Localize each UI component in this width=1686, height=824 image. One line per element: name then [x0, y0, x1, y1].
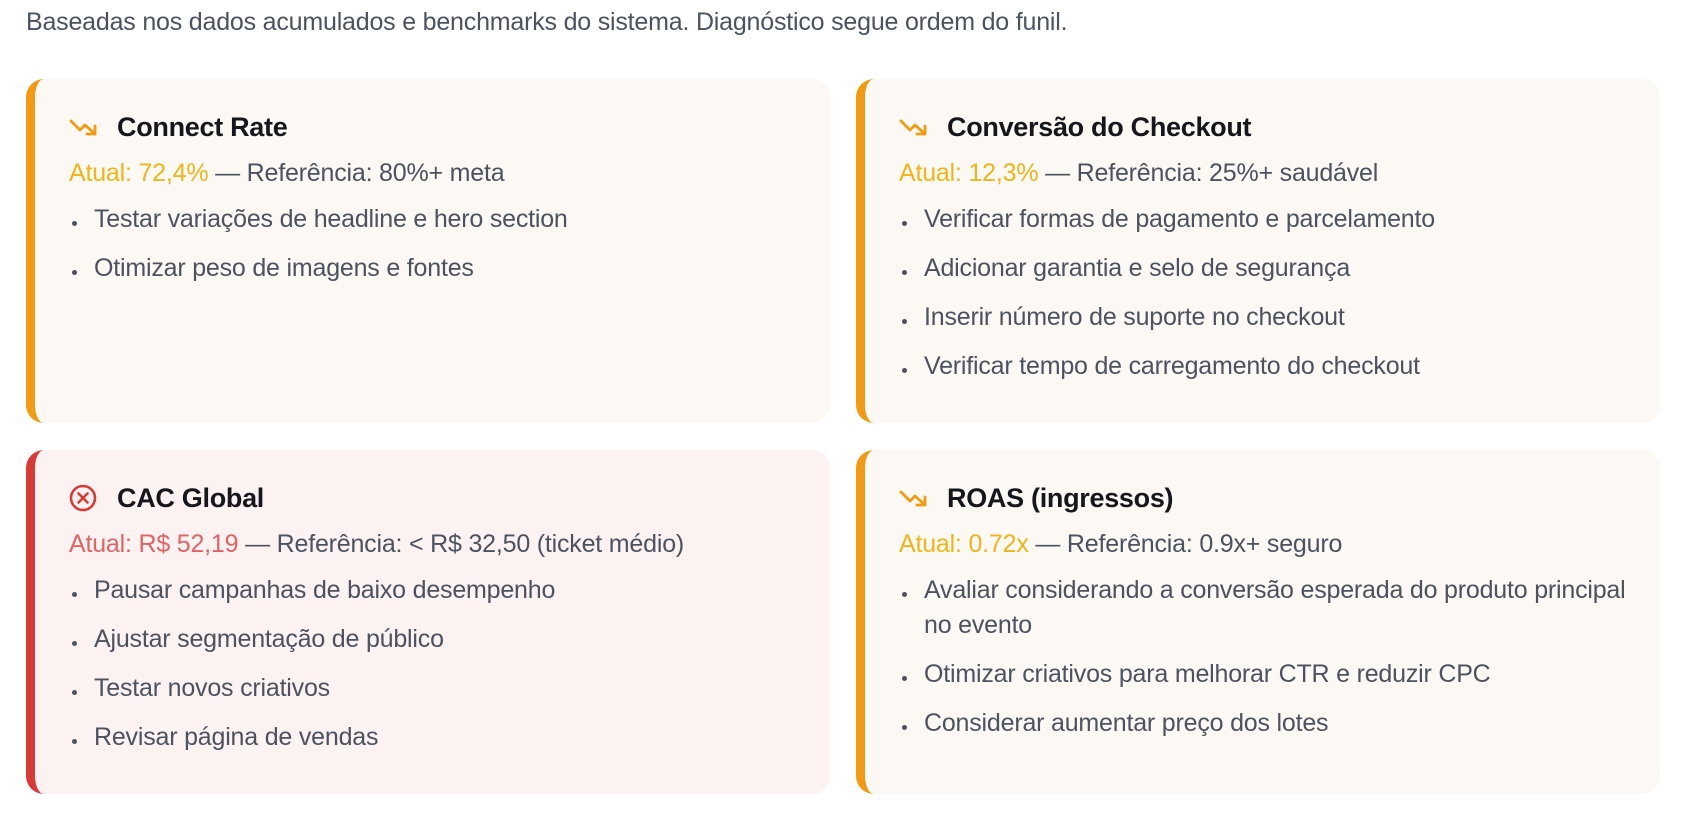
action-list [899, 202, 1630, 384]
action-item: Ajustar segmentação de público [69, 622, 800, 657]
reference-value: — Referência: < R$ 32,50 (ticket médio) [238, 530, 685, 558]
card-title: ROAS (ingressos) [947, 482, 1174, 513]
metric-line [899, 159, 1630, 188]
current-value: Atual: 0.72x [899, 530, 1029, 558]
diagnostic-card-connect-rate [26, 79, 830, 423]
metric-line [69, 159, 800, 188]
diagnostic-card-roas [856, 450, 1660, 794]
card-header [899, 478, 1630, 518]
action-item: Avaliar considerando a conversão esperada do produto principal no evento [899, 573, 1630, 643]
diagnostic-card-cac-global [26, 450, 830, 794]
card-header [899, 107, 1630, 147]
section-description: Baseadas nos dados acumulados e benchmarks do sistema. Diagnóstico segue ordem do funil. [26, 8, 1068, 36]
action-item: Pausar campanhas de baixo desempenho [69, 573, 800, 608]
card-title: Connect Rate [117, 111, 288, 142]
action-item: Revisar página de vendas [69, 720, 800, 755]
action-item: Considerar aumentar preço dos lotes [899, 706, 1630, 741]
metric-line [69, 530, 800, 559]
action-item: Otimizar criativos para melhorar CTR e reduzir CPC [899, 657, 1630, 692]
card-title: Conversão do Checkout [947, 111, 1252, 142]
current-value: Atual: R$ 52,19 [69, 530, 239, 558]
action-list [69, 202, 800, 286]
action-item: Otimizar peso de imagens e fontes [69, 251, 800, 286]
reference-value: — Referência: 25%+ saudável [1038, 159, 1379, 187]
action-list [69, 573, 800, 755]
current-value: Atual: 12,3% [899, 159, 1039, 187]
action-item: Verificar tempo de carregamento do checkout [899, 349, 1630, 384]
reference-value: — Referência: 0.9x+ seguro [1028, 530, 1343, 558]
card-header [69, 107, 800, 147]
card-header [69, 478, 800, 518]
action-list [899, 573, 1630, 741]
current-value: Atual: 72,4% [69, 159, 209, 187]
card-title: CAC Global [117, 482, 265, 513]
x-circle-icon [69, 483, 103, 513]
trending-down-icon [899, 483, 933, 513]
action-item: Verificar formas de pagamento e parcelamento [899, 202, 1630, 237]
action-item: Testar variações de headline e hero section [69, 202, 800, 237]
diagnostic-card-checkout-conversion [856, 79, 1660, 423]
trending-down-icon [899, 112, 933, 142]
trending-down-icon [69, 112, 103, 142]
action-item: Adicionar garantia e selo de segurança [899, 251, 1630, 286]
action-item: Inserir número de suporte no checkout [899, 300, 1630, 335]
metric-line [899, 530, 1630, 559]
reference-value: — Referência: 80%+ meta [208, 159, 505, 187]
action-item: Testar novos criativos [69, 671, 800, 706]
